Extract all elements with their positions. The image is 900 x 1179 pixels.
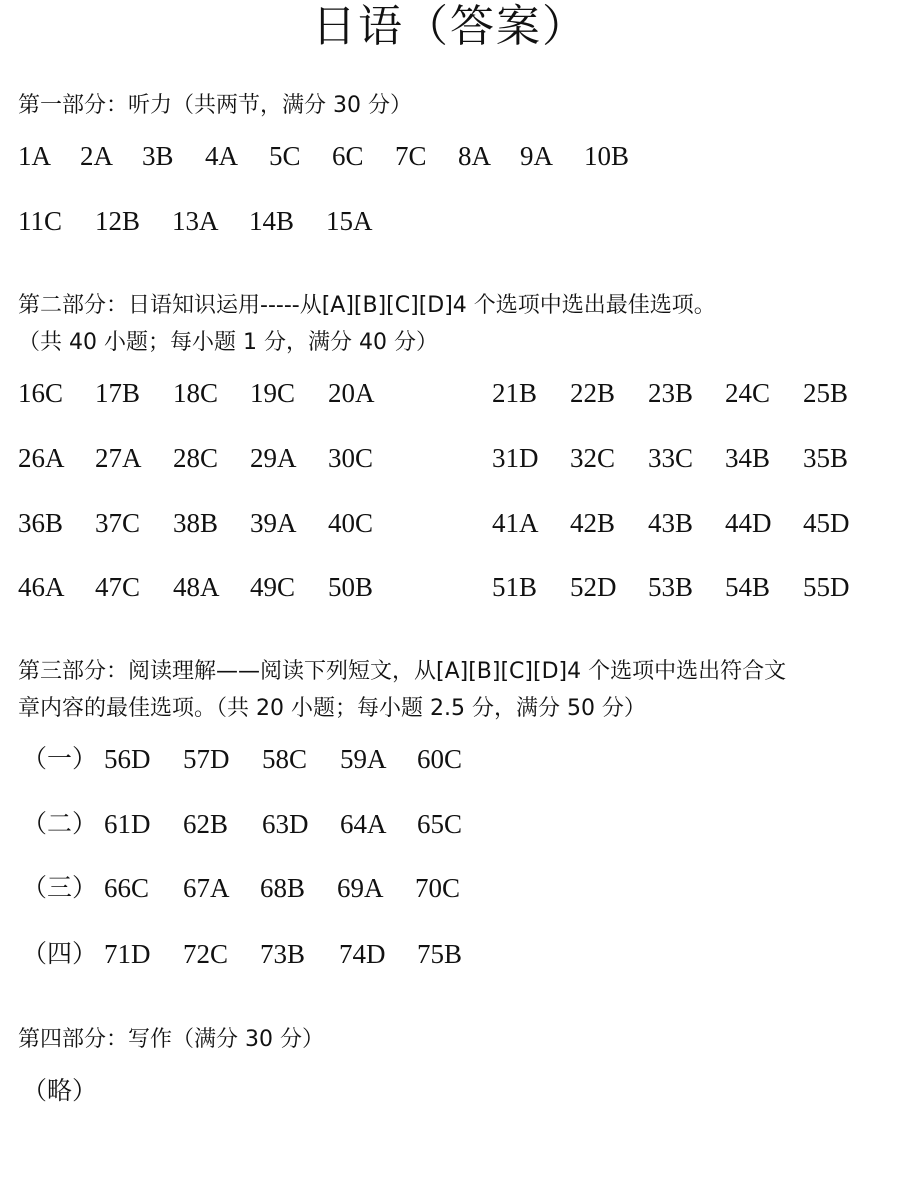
answer-item: 19C	[250, 378, 296, 408]
answer-item: 50B	[328, 572, 374, 602]
answer-item: 4A	[205, 141, 238, 171]
answer-item: 9A	[520, 141, 553, 171]
section-label: （三）	[22, 873, 98, 902]
part2-heading-line2: （共 40 小题；每小题 1 分，满分 40 分）	[18, 330, 438, 355]
part4-note: （略）	[22, 1076, 98, 1105]
answer-item: 6C	[332, 141, 364, 171]
answer-item: 66C	[104, 873, 150, 903]
answer-item: 53B	[648, 572, 694, 602]
answer-item: 3B	[142, 141, 174, 171]
answer-item: 14B	[249, 206, 295, 236]
answer-item: 27A	[95, 443, 142, 473]
section-label: （二）	[22, 809, 98, 838]
answer-item: 71D	[104, 939, 151, 969]
answer-item: 38B	[173, 508, 219, 538]
answer-item: 2A	[80, 141, 113, 171]
answer-item: 56D	[104, 744, 151, 774]
answer-item: 72C	[183, 939, 229, 969]
answer-item: 26A	[18, 443, 65, 473]
answer-item: 28C	[173, 443, 219, 473]
answer-item: 62B	[183, 809, 229, 839]
answer-item: 32C	[570, 443, 616, 473]
part4-heading: 第四部分：写作（满分 30 分）	[18, 1027, 324, 1052]
answer-item: 37C	[95, 508, 141, 538]
answer-item: 63D	[262, 809, 309, 839]
answer-item: 22B	[570, 378, 616, 408]
answer-item: 65C	[417, 809, 463, 839]
answer-item: 7C	[395, 141, 427, 171]
answer-item: 23B	[648, 378, 694, 408]
answer-item: 13A	[172, 206, 219, 236]
answer-item: 35B	[803, 443, 849, 473]
answer-item: 67A	[183, 873, 230, 903]
answer-item: 36B	[18, 508, 64, 538]
answer-item: 42B	[570, 508, 616, 538]
answer-item: 55D	[803, 572, 850, 602]
answer-item: 31D	[492, 443, 539, 473]
answer-item: 18C	[173, 378, 219, 408]
part3-heading-line1: 第三部分：阅读理解——阅读下列短文，从[A][B][C][D]4 个选项中选出符合文	[18, 659, 787, 684]
answer-item: 34B	[725, 443, 771, 473]
answer-item: 41A	[492, 508, 539, 538]
answer-item: 48A	[173, 572, 220, 602]
answer-item: 64A	[340, 809, 387, 839]
answer-item: 70C	[415, 873, 461, 903]
answer-item: 60C	[417, 744, 463, 774]
answer-item: 47C	[95, 572, 141, 602]
answer-item: 46A	[18, 572, 65, 602]
answer-item: 25B	[803, 378, 849, 408]
answer-item: 51B	[492, 572, 538, 602]
answer-item: 8A	[458, 141, 491, 171]
answer-item: 1A	[18, 141, 51, 171]
answer-item: 5C	[269, 141, 301, 171]
answer-item: 10B	[584, 141, 630, 171]
answer-item: 24C	[725, 378, 771, 408]
answer-item: 68B	[260, 873, 306, 903]
section-label: （四）	[22, 939, 98, 968]
answer-item: 40C	[328, 508, 374, 538]
answer-item: 43B	[648, 508, 694, 538]
answer-item: 58C	[262, 744, 308, 774]
answer-item: 69A	[337, 873, 384, 903]
answer-item: 45D	[803, 508, 850, 538]
answer-item: 29A	[250, 443, 297, 473]
answer-item: 30C	[328, 443, 374, 473]
part1-heading: 第一部分：听力（共两节，满分 30 分）	[18, 93, 412, 118]
answer-item: 33C	[648, 443, 694, 473]
answer-item: 44D	[725, 508, 772, 538]
answer-item: 54B	[725, 572, 771, 602]
answer-item: 20A	[328, 378, 375, 408]
answer-item: 49C	[250, 572, 296, 602]
answer-item: 52D	[570, 572, 617, 602]
answer-item: 16C	[18, 378, 64, 408]
answer-item: 59A	[340, 744, 387, 774]
part2-heading-line1: 第二部分：日语知识运用-----从[A][B][C][D]4 个选项中选出最佳选项。	[18, 293, 716, 318]
answer-item: 75B	[417, 939, 463, 969]
answer-item: 17B	[95, 378, 141, 408]
answer-item: 61D	[104, 809, 151, 839]
section-label: （一）	[22, 744, 98, 773]
answer-item: 39A	[250, 508, 297, 538]
answer-item: 15A	[326, 206, 373, 236]
answer-item: 12B	[95, 206, 141, 236]
answer-item: 11C	[18, 206, 63, 236]
answer-item: 73B	[260, 939, 306, 969]
document-title: 日语（答案）	[312, 1, 588, 52]
answer-item: 74D	[339, 939, 386, 969]
part3-heading-line2: 章内容的最佳选项。（共 20 小题；每小题 2.5 分，满分 50 分）	[18, 696, 646, 721]
answer-item: 57D	[183, 744, 230, 774]
answer-item: 21B	[492, 378, 538, 408]
